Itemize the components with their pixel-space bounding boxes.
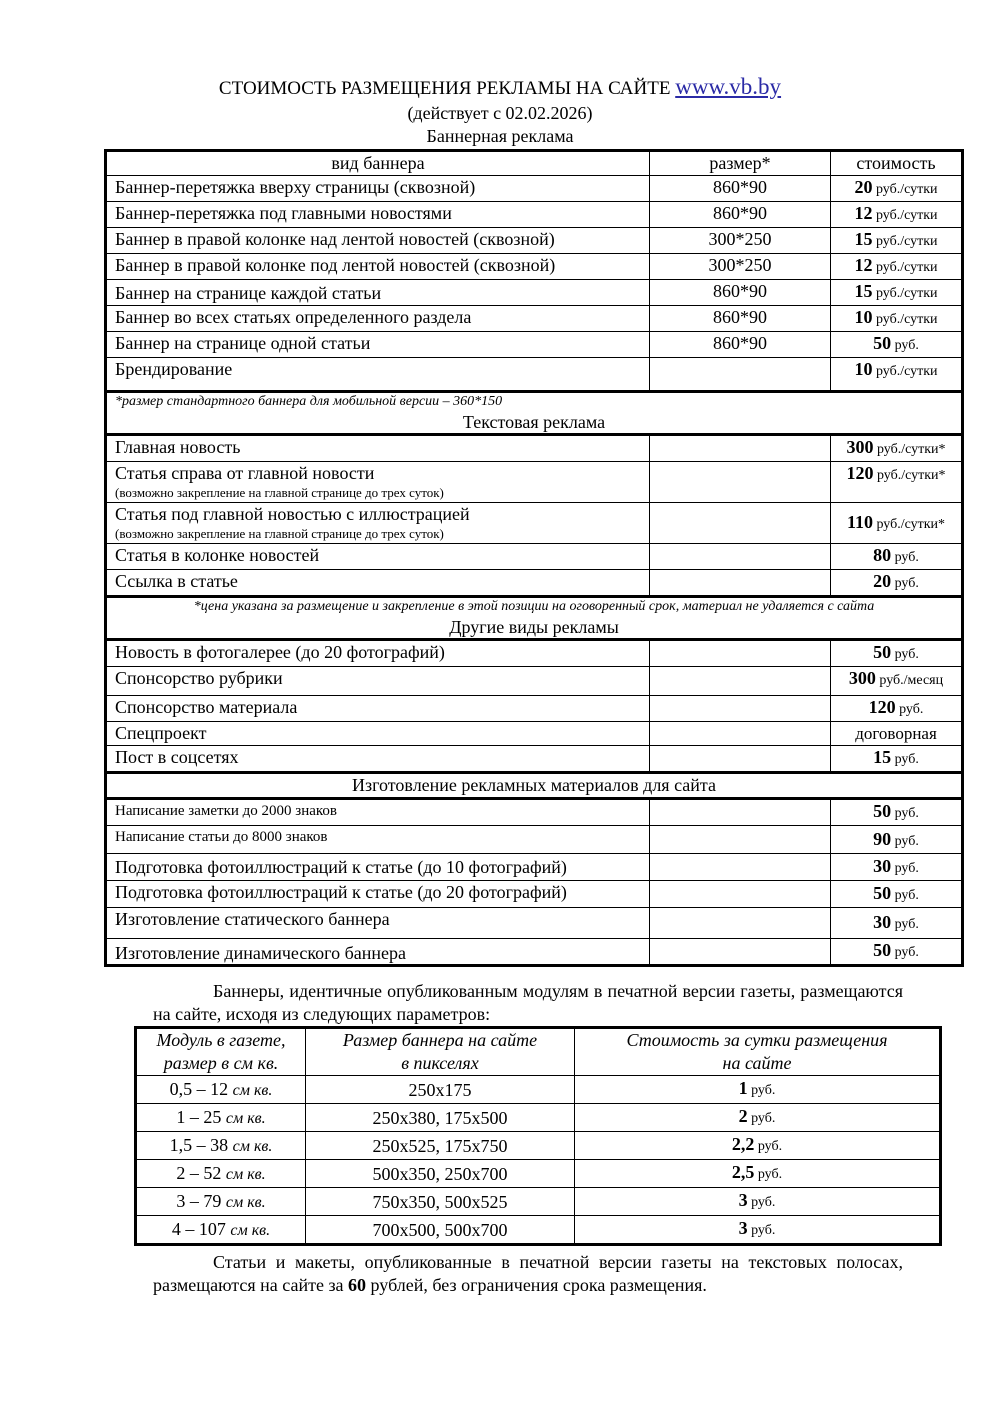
header-module bbox=[136, 1028, 306, 1076]
row-price bbox=[831, 435, 963, 462]
row-name-text: Статья под главной новостью с иллюстрацией bbox=[115, 504, 470, 524]
table-row bbox=[106, 280, 963, 306]
row-price bbox=[831, 746, 963, 773]
row-name: Новость в фотогалерее (до 20 фотографий) bbox=[106, 640, 650, 667]
table-row bbox=[106, 722, 963, 746]
header-line: Стоимость за сутки размещения bbox=[626, 1030, 888, 1050]
section-cell bbox=[106, 597, 963, 640]
title-text: СТОИМОСТЬ РАЗМЕЩЕНИЯ РЕКЛАМЫ НА САЙТЕ bbox=[218, 78, 676, 99]
row-price bbox=[831, 799, 963, 826]
table-row bbox=[106, 799, 963, 826]
module-unit: см кв. bbox=[225, 1109, 266, 1127]
price-value: 2 bbox=[738, 1106, 748, 1126]
row-size bbox=[650, 667, 831, 696]
table-row bbox=[106, 332, 963, 358]
row-name: Изготовление динамического баннера bbox=[106, 939, 650, 966]
price-value: 50 bbox=[873, 940, 892, 960]
price-unit: руб. bbox=[891, 887, 919, 903]
header-size: размер* bbox=[650, 151, 831, 176]
row-name-text: Ссылка в статье bbox=[115, 571, 238, 591]
price-unit: руб./сутки bbox=[872, 364, 938, 379]
section-title-banners: Баннерная реклама bbox=[426, 126, 574, 146]
row-price bbox=[831, 570, 963, 597]
row-name-text: Статья в колонке новостей bbox=[115, 545, 320, 565]
module-value: 4 – 107 bbox=[171, 1218, 231, 1239]
header-line: Размер баннера на сайте bbox=[342, 1030, 538, 1050]
print-modules-table bbox=[134, 1026, 942, 1246]
price-value: 80 bbox=[873, 545, 892, 565]
row-price bbox=[831, 854, 963, 881]
module-size bbox=[136, 1216, 306, 1245]
section-title-production: Изготовление рекламных материалов для сайта bbox=[106, 773, 963, 799]
daily-cost bbox=[575, 1132, 941, 1160]
table-row bbox=[106, 746, 963, 773]
table-row bbox=[106, 202, 963, 228]
table-row bbox=[106, 228, 963, 254]
header-line: в пикселях bbox=[401, 1053, 479, 1073]
row-price bbox=[831, 202, 963, 228]
section-title-other-ads: Другие виды рекламы bbox=[449, 617, 619, 637]
header-line: Модуль в газете, bbox=[156, 1030, 286, 1050]
table-row bbox=[106, 667, 963, 696]
valid-from: (действует с 02.02.2026) bbox=[407, 103, 593, 123]
price-unit: руб. bbox=[747, 1195, 776, 1210]
price-value: 2,5 bbox=[731, 1162, 755, 1182]
table-row bbox=[106, 908, 963, 939]
table-row bbox=[106, 503, 963, 544]
row-size bbox=[650, 939, 831, 966]
row-price bbox=[831, 503, 963, 544]
row-price bbox=[831, 826, 963, 854]
price-unit: руб. bbox=[891, 945, 919, 960]
row-size bbox=[650, 462, 831, 503]
table-row bbox=[106, 358, 963, 392]
row-size bbox=[650, 696, 831, 722]
daily-cost bbox=[575, 1076, 941, 1104]
price-unit: руб. bbox=[895, 702, 924, 717]
price-unit: руб. bbox=[891, 806, 919, 821]
price-value: 30 bbox=[873, 855, 892, 876]
module-size bbox=[136, 1076, 306, 1104]
row-size: 300*250 bbox=[650, 228, 831, 254]
table-row bbox=[136, 1076, 941, 1104]
table-row bbox=[106, 306, 963, 332]
row-price bbox=[831, 462, 963, 503]
module-unit: см кв. bbox=[232, 1137, 273, 1155]
row-size bbox=[650, 640, 831, 667]
row-name: Баннер в правой колонке под лентой новостей (сквозной) bbox=[106, 254, 650, 280]
table-row bbox=[136, 1188, 941, 1216]
price-unit: руб./сутки bbox=[872, 182, 938, 197]
row-size bbox=[650, 503, 831, 544]
row-size: 860*90 bbox=[650, 332, 831, 358]
row-size bbox=[650, 854, 831, 881]
row-name: Баннер во всех статьях определенного раздела bbox=[106, 306, 650, 332]
price-value: 50 bbox=[873, 642, 892, 662]
price-value: 10 bbox=[854, 307, 873, 327]
module-value: 3 – 79 bbox=[176, 1190, 226, 1211]
price-unit: руб. bbox=[747, 1083, 776, 1098]
row-name: Написание статьи до 8000 знаков bbox=[106, 826, 650, 854]
closing-text: рублей, без ограничения срока размещения. bbox=[366, 1275, 707, 1295]
pixel-size: 250x525, 175x750 bbox=[306, 1132, 575, 1160]
header-cost bbox=[575, 1028, 941, 1076]
pixel-size: 500x350, 250x700 bbox=[306, 1160, 575, 1188]
price-value: 120 bbox=[868, 697, 896, 717]
price-table bbox=[104, 149, 964, 967]
row-size: 860*90 bbox=[650, 202, 831, 228]
row-price bbox=[831, 228, 963, 254]
price-value: 30 bbox=[873, 911, 892, 932]
row-price bbox=[831, 176, 963, 202]
price-value: 12 bbox=[854, 255, 873, 275]
price-value: 12 bbox=[854, 203, 873, 223]
daily-cost bbox=[575, 1188, 941, 1216]
row-price bbox=[831, 280, 963, 306]
pixel-size: 700x500, 500x700 bbox=[306, 1216, 575, 1245]
module-size bbox=[136, 1160, 306, 1188]
closing-text: Статьи и макеты, опубликованные в печатной версии газеты на текстовых полосах, размещаются на сайте за bbox=[153, 1252, 903, 1295]
header-line: на сайте bbox=[722, 1053, 792, 1073]
daily-cost bbox=[575, 1104, 941, 1132]
row-name: Изготовление статического баннера bbox=[106, 908, 650, 939]
header-price: стоимость bbox=[831, 151, 963, 176]
price-unit: руб. bbox=[747, 1111, 776, 1126]
price-value: 15 bbox=[854, 229, 873, 249]
row-subnote: (возможно закрепление на главной странице до трех суток) bbox=[115, 526, 444, 541]
pixel-size: 750x350, 500x525 bbox=[306, 1188, 575, 1216]
price-value: 10 bbox=[854, 359, 873, 379]
row-size bbox=[650, 746, 831, 773]
daily-cost bbox=[575, 1160, 941, 1188]
table-row bbox=[106, 544, 963, 570]
row-name bbox=[106, 435, 650, 462]
row-size: 860*90 bbox=[650, 306, 831, 332]
row-price bbox=[831, 544, 963, 570]
table-row bbox=[106, 881, 963, 908]
module-value: 1 – 25 bbox=[176, 1106, 226, 1127]
price-unit: руб. bbox=[891, 550, 919, 565]
banner-footnote: *размер стандартного баннера для мобильной версии – 360*150 bbox=[115, 394, 503, 409]
row-name: Спонсорство рубрики bbox=[106, 667, 650, 696]
row-price bbox=[831, 722, 963, 746]
pixel-size: 250x175 bbox=[306, 1076, 575, 1104]
price-value: 300 bbox=[848, 668, 876, 688]
price-unit: руб./месяц bbox=[875, 673, 944, 688]
row-size bbox=[650, 826, 831, 854]
row-size bbox=[650, 908, 831, 939]
module-unit: см кв. bbox=[232, 1081, 273, 1099]
closing-amount: 60 bbox=[348, 1275, 367, 1295]
price-value: 20 bbox=[873, 571, 892, 591]
module-unit: см кв. bbox=[225, 1165, 266, 1183]
module-value: 0,5 – 12 bbox=[169, 1078, 233, 1099]
row-price bbox=[831, 640, 963, 667]
row-name: Баннер-перетяжка вверху страницы (сквозной) bbox=[106, 176, 650, 202]
section-title-text-ads: Текстовая реклама bbox=[462, 412, 606, 432]
price-unit: руб. bbox=[891, 916, 919, 932]
price-unit: руб. bbox=[754, 1139, 783, 1154]
price-value: 50 bbox=[873, 882, 892, 903]
row-price bbox=[831, 881, 963, 908]
price-unit: руб. bbox=[891, 752, 919, 767]
price-value: 90 bbox=[873, 829, 892, 849]
price-unit: руб./сутки bbox=[872, 312, 938, 327]
row-name-text: Статья справа от главной новости bbox=[115, 463, 375, 483]
header-pixels bbox=[306, 1028, 575, 1076]
price-value: 15 bbox=[854, 281, 873, 301]
price-value: 50 bbox=[873, 801, 892, 821]
row-price bbox=[831, 939, 963, 966]
table-row bbox=[106, 570, 963, 597]
table-row bbox=[136, 1160, 941, 1188]
text-ads-footnote: *цена указана за размещение и закрепление в этой позиции на оговоренный срок, материал не удаляется с сайта bbox=[193, 599, 875, 614]
price-unit: руб./сутки bbox=[872, 260, 938, 275]
table-row bbox=[106, 254, 963, 280]
table-header-row bbox=[106, 151, 963, 176]
print-modules-intro: Баннеры, идентичные опубликованным модулям в печатной версии газеты, размещаются на сайте, исходя из следующих параметров: bbox=[153, 981, 903, 1024]
price-unit: руб./сутки* bbox=[873, 442, 946, 457]
table-row bbox=[106, 640, 963, 667]
row-name: Брендирование bbox=[106, 358, 650, 392]
module-unit: см кв. bbox=[230, 1221, 271, 1239]
row-size bbox=[650, 570, 831, 597]
row-size: 860*90 bbox=[650, 176, 831, 202]
row-price bbox=[831, 358, 963, 392]
closing-paragraph bbox=[153, 1251, 903, 1297]
price-value: 3 bbox=[738, 1218, 748, 1238]
row-subnote: (возможно закрепление на главной странице до трех суток) bbox=[115, 485, 444, 500]
row-price bbox=[831, 696, 963, 722]
price-value: 300 bbox=[846, 437, 874, 457]
price-unit: руб./сутки bbox=[872, 208, 938, 223]
row-size bbox=[650, 544, 831, 570]
row-name: Написание заметки до 2000 знаков bbox=[106, 799, 650, 826]
price-unit: руб. bbox=[891, 860, 919, 876]
table-row bbox=[106, 939, 963, 966]
table-row bbox=[106, 462, 963, 503]
price-value: 50 bbox=[873, 333, 892, 353]
price-unit: руб. bbox=[754, 1167, 783, 1182]
price-unit: договорная bbox=[855, 724, 937, 743]
module-size bbox=[136, 1132, 306, 1160]
section-production bbox=[106, 773, 963, 799]
price-unit: руб./сутки* bbox=[872, 516, 946, 532]
header-type: вид баннера bbox=[106, 151, 650, 176]
row-size bbox=[650, 722, 831, 746]
row-name: Баннер на странице одной статьи bbox=[106, 332, 650, 358]
price-unit: руб. bbox=[747, 1223, 776, 1238]
price-unit: руб./сутки bbox=[872, 286, 938, 301]
module-size bbox=[136, 1188, 306, 1216]
row-price bbox=[831, 908, 963, 939]
row-size bbox=[650, 881, 831, 908]
row-name: Подготовка фотоиллюстраций к статье (до 10 фотографий) bbox=[106, 854, 650, 881]
price-unit: руб. bbox=[891, 338, 919, 353]
table-row bbox=[106, 826, 963, 854]
price-unit: руб. bbox=[891, 576, 919, 591]
price-value: 1 bbox=[738, 1078, 748, 1098]
price-value: 15 bbox=[873, 747, 892, 767]
row-name: Спецпроект bbox=[106, 722, 650, 746]
row-name bbox=[106, 503, 650, 544]
row-size bbox=[650, 799, 831, 826]
price-unit: руб./сутки bbox=[872, 234, 938, 249]
table-row bbox=[106, 176, 963, 202]
row-price bbox=[831, 306, 963, 332]
price-unit: руб. bbox=[891, 834, 919, 849]
row-name: Баннер в правой колонке над лентой новостей (сквозной) bbox=[106, 228, 650, 254]
row-name: Баннер на странице каждой статьи bbox=[106, 280, 650, 306]
row-name bbox=[106, 570, 650, 597]
table-header-row bbox=[136, 1028, 941, 1076]
pixel-size: 250x380, 175x500 bbox=[306, 1104, 575, 1132]
section-cell bbox=[106, 392, 963, 435]
table-row bbox=[106, 435, 963, 462]
row-size: 860*90 bbox=[650, 280, 831, 306]
module-size bbox=[136, 1104, 306, 1132]
section-other-ads bbox=[106, 597, 963, 640]
table-row bbox=[106, 696, 963, 722]
table-row bbox=[136, 1216, 941, 1245]
daily-cost bbox=[575, 1216, 941, 1245]
price-value: 3 bbox=[738, 1190, 748, 1210]
row-name: Подготовка фотоиллюстраций к статье (до 20 фотографий) bbox=[106, 881, 650, 908]
row-name-text: Главная новость bbox=[115, 437, 241, 457]
site-link[interactable]: www.vb.by bbox=[675, 74, 782, 99]
module-value: 2 – 52 bbox=[176, 1162, 226, 1183]
header-line: размер в см кв. bbox=[163, 1053, 279, 1073]
row-size bbox=[650, 358, 831, 392]
price-value: 110 bbox=[846, 511, 873, 532]
row-name: Пост в соцсетях bbox=[106, 746, 650, 773]
row-size: 300*250 bbox=[650, 254, 831, 280]
row-price bbox=[831, 254, 963, 280]
page-title bbox=[0, 74, 1000, 102]
row-size bbox=[650, 435, 831, 462]
row-name bbox=[106, 462, 650, 503]
row-name: Спонсорство материала bbox=[106, 696, 650, 722]
table-row bbox=[136, 1104, 941, 1132]
row-name bbox=[106, 544, 650, 570]
price-unit: руб. bbox=[891, 647, 919, 662]
table-row bbox=[106, 854, 963, 881]
module-unit: см кв. bbox=[225, 1193, 266, 1211]
price-value: 2,2 bbox=[731, 1134, 755, 1154]
module-value: 1,5 – 38 bbox=[169, 1134, 233, 1155]
row-price bbox=[831, 667, 963, 696]
row-name: Баннер-перетяжка под главными новостями bbox=[106, 202, 650, 228]
section-text-ads bbox=[106, 392, 963, 435]
price-value: 120 bbox=[846, 463, 874, 483]
row-price bbox=[831, 332, 963, 358]
price-unit: руб./сутки* bbox=[873, 468, 946, 483]
table-row bbox=[136, 1132, 941, 1160]
price-value: 20 bbox=[854, 177, 873, 197]
